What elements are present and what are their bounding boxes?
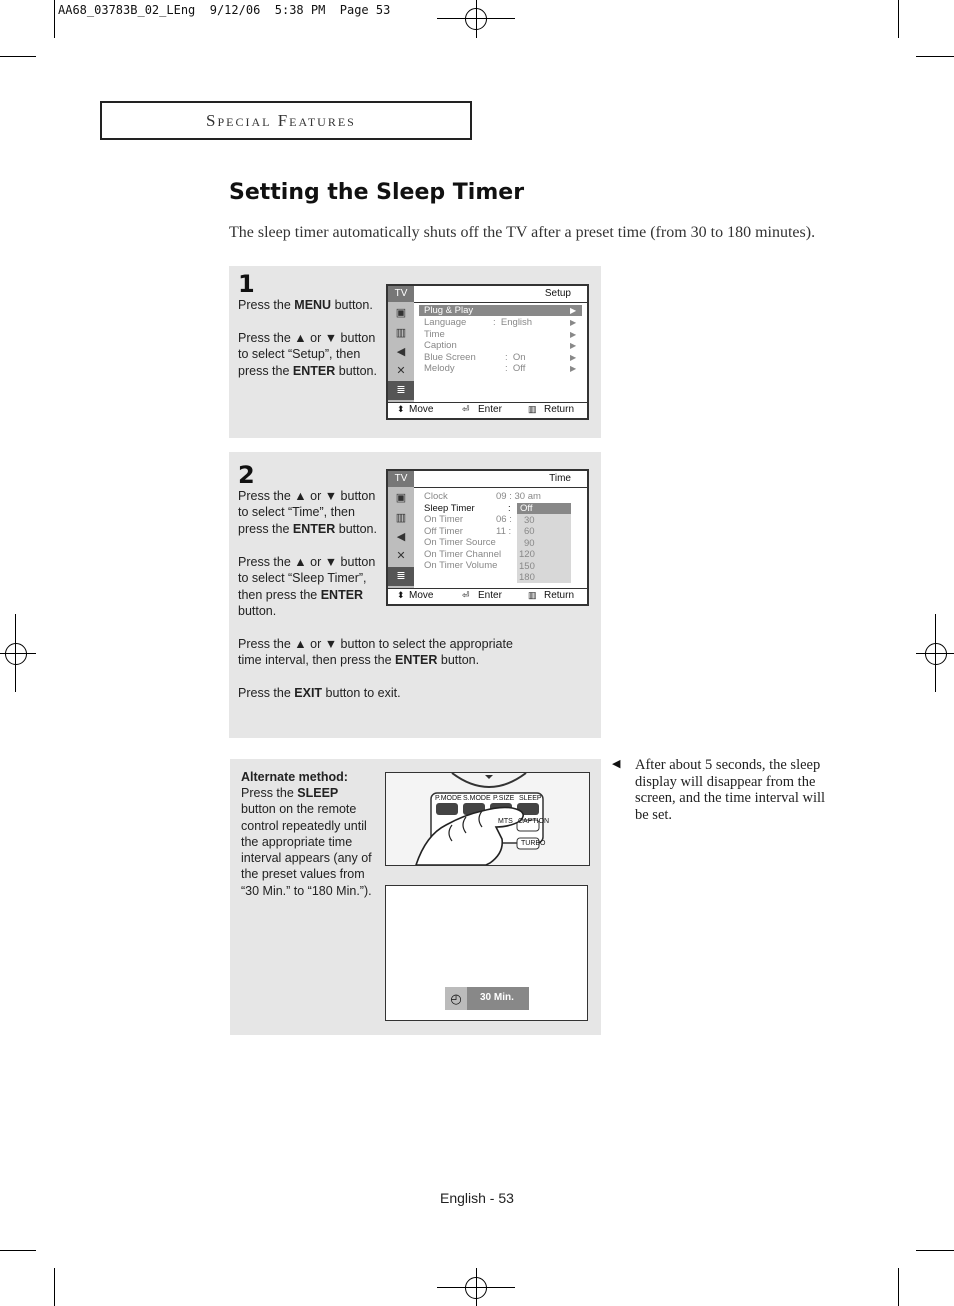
menu-item-time[interactable]: Time: [424, 329, 445, 340]
alternate-heading: Alternate method:: [241, 770, 348, 784]
remote-button-label: TURBO: [521, 840, 546, 847]
menu-item-sleep-timer[interactable]: Sleep Timer: [424, 503, 475, 514]
section-title: Special Features: [206, 111, 356, 130]
menu-item-on-timer[interactable]: On Timer: [424, 514, 464, 525]
crop-mark: [916, 1250, 954, 1251]
footer-return: Return: [544, 590, 575, 601]
registration-line: [476, 0, 477, 38]
registration-mark: [5, 643, 27, 665]
dropdown-option[interactable]: 150: [519, 561, 535, 572]
menu-value-clock: 09 : 30 am: [496, 491, 541, 502]
speaker-icon: ◀: [396, 531, 406, 543]
footer-move: Move: [409, 404, 434, 415]
menu-value-sleep-timer: :: [508, 503, 511, 514]
crop-mark: [0, 1250, 36, 1251]
setup-icon: ≣: [388, 567, 414, 586]
page-footer: English - 53: [440, 1190, 514, 1206]
return-icon: ▥: [528, 404, 537, 414]
footer-return: Return: [544, 404, 575, 415]
enter-icon: ⏎: [462, 590, 470, 600]
dropdown-option[interactable]: 60: [524, 526, 535, 537]
dropdown-option[interactable]: 120: [519, 549, 535, 560]
tv-label: TV: [388, 471, 414, 487]
setup-menu-screen: [386, 284, 589, 420]
menu-sidebar: [388, 286, 414, 402]
footer-enter: Enter: [478, 590, 502, 601]
crop-mark: [0, 56, 36, 57]
picture-icon: ▣: [395, 492, 407, 504]
remote-button-label: S.MODE: [463, 795, 491, 802]
registration-line: [15, 614, 16, 692]
remote-button-label: CAPTION: [518, 818, 550, 825]
menu-item-blue-screen[interactable]: Blue Screen: [424, 352, 476, 363]
dropdown-option[interactable]: Off: [517, 503, 571, 514]
alternate-text: Press the SLEEP button on the remote control repeatedly until the appropriate time interval appears (any of the preset values from “30 Min.” to “180 Min.”).: [241, 786, 372, 898]
menu-divider: [414, 302, 587, 303]
menu-footer: [388, 588, 587, 604]
submenu-arrow: ▶: [570, 364, 577, 373]
footer-move: Move: [409, 590, 434, 601]
submenu-arrow: ▶: [570, 341, 577, 350]
submenu-arrow: ▶: [570, 330, 577, 339]
menu-item-language[interactable]: Language: [424, 317, 467, 328]
remote-button-label: P.SIZE: [493, 795, 515, 802]
return-icon: ▥: [528, 590, 537, 600]
step-2-instruction-d: Press the EXIT button to exit.: [238, 686, 401, 700]
crop-mark: [916, 56, 954, 57]
crop-mark: [54, 0, 55, 38]
page-title: Setting the Sleep Timer: [229, 180, 525, 205]
side-note: After about 5 seconds, the sleep display will disappear from the screen, and the time interval will be set.: [635, 757, 826, 823]
step-2-instruction-a: Press the ▲ or ▼ button to select “Time”, then press the ENTER button.: [238, 489, 377, 536]
remote-button-label: P.MODE: [435, 795, 462, 802]
menu-item-on-timer-volume[interactable]: On Timer Volume: [424, 560, 498, 571]
picture-icon: ▣: [395, 307, 407, 319]
remote-button-label: MTS: [498, 818, 513, 825]
print-header: AA68_03783B_02_LEng 9/12/06 5:38 PM Page 53: [58, 3, 391, 17]
menu-value-blue-screen: : On: [505, 352, 526, 363]
menu-item-clock[interactable]: Clock: [424, 491, 448, 502]
tv-label: TV: [388, 286, 414, 302]
registration-line: [935, 614, 936, 692]
speaker-icon: ◀: [396, 346, 406, 358]
move-icon: ⬍: [397, 404, 405, 414]
menu-sidebar: [388, 471, 414, 588]
menu-value-melody: : Off: [505, 363, 526, 374]
setup-icon: ≣: [388, 381, 414, 400]
timer-clock-icon: ◴: [445, 987, 467, 1010]
menu-item-on-timer-source[interactable]: On Timer Source: [424, 537, 496, 548]
pointer-triangle-icon: ◀: [612, 758, 621, 770]
footer-enter: Enter: [478, 404, 502, 415]
dropdown-option[interactable]: 180: [519, 572, 535, 583]
crop-mark: [898, 1268, 899, 1306]
menu-title: Time: [549, 473, 571, 484]
step-2-instruction-c: Press the ▲ or ▼ button to select the appropriate time interval, then press the ENTER button.: [238, 637, 513, 668]
menu-footer: [388, 402, 587, 418]
antenna-icon: ✕: [396, 365, 406, 377]
dropdown-option[interactable]: 90: [524, 538, 535, 549]
remote-hand-drawing: [386, 773, 589, 865]
menu-title: Setup: [544, 288, 571, 299]
menu-value-off-timer: 11 :: [496, 526, 512, 537]
sound-icon: ▥: [395, 512, 407, 524]
submenu-arrow: ▶: [570, 318, 577, 327]
section-header-box: [100, 101, 472, 140]
menu-item-plug-play[interactable]: Plug & Play: [419, 305, 582, 316]
intro-text: The sleep timer automatically shuts off the TV after a preset time (from 30 to 180 minutes).: [229, 224, 816, 241]
submenu-arrow: ▶: [570, 306, 577, 315]
menu-value-language: : English: [493, 317, 533, 328]
menu-item-on-timer-channel[interactable]: On Timer Channel: [424, 549, 502, 560]
step-2-number: 2: [238, 461, 255, 489]
menu-divider: [414, 487, 587, 488]
crop-mark: [54, 1268, 55, 1306]
menu-value-on-timer: 06 :: [496, 514, 512, 525]
menu-item-caption[interactable]: Caption: [424, 340, 457, 351]
antenna-icon: ✕: [396, 550, 406, 562]
time-menu-screen: [386, 469, 589, 606]
registration-line: [476, 1268, 477, 1306]
step-1-number: 1: [238, 270, 255, 298]
step-1-instruction-a: Press the MENU button.: [238, 298, 373, 312]
crop-mark: [898, 0, 899, 38]
registration-line: [0, 653, 36, 654]
dropdown-option[interactable]: 30: [524, 515, 535, 526]
registration-mark: [925, 643, 947, 665]
move-icon: ⬍: [397, 590, 405, 600]
sound-icon: ▥: [395, 327, 407, 339]
menu-item-melody[interactable]: Melody: [424, 363, 455, 374]
step-2-instruction-b: Press the ▲ or ▼ button to select “Sleep Timer”, then press the ENTER button.: [238, 555, 376, 618]
sleep-button-label[interactable]: SLEEP: [519, 795, 542, 802]
submenu-arrow: ▶: [570, 353, 577, 362]
sleep-osd-screen: [385, 885, 588, 1021]
remote-control-illustration: [385, 772, 590, 866]
menu-item-off-timer[interactable]: Off Timer: [424, 526, 463, 537]
step-1-instruction-b: Press the ▲ or ▼ button to select “Setup”, then press the ENTER button.: [238, 331, 377, 378]
enter-icon: ⏎: [462, 404, 470, 414]
osd-sleep-value: 30 Min.: [480, 992, 514, 1003]
